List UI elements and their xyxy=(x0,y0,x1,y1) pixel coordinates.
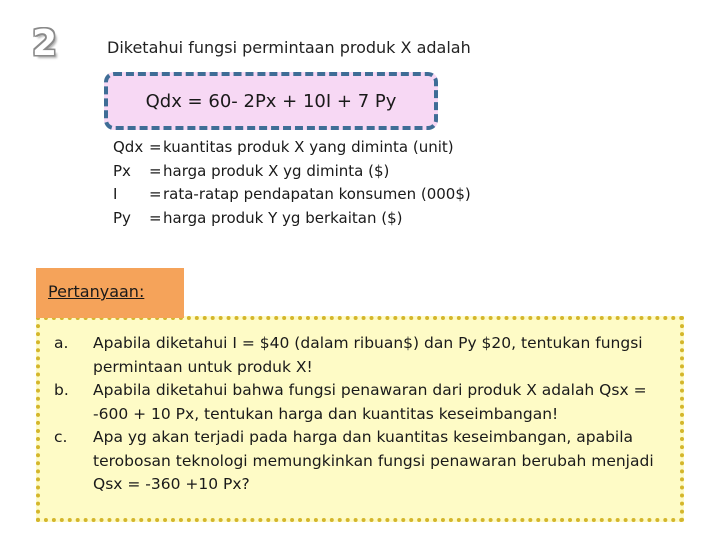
definition-row xyxy=(113,207,471,231)
question-list xyxy=(54,332,654,497)
question-item xyxy=(54,379,654,426)
definition-equals: = xyxy=(149,161,162,180)
question-marker: a. xyxy=(54,334,69,352)
question-marker: c. xyxy=(54,428,68,446)
question-text: Apabila diketahui bahwa fungsi penawaran dari produk X adalah Qsx = -600 + 10 Px, tentukan harga dan kuantitas keseimbangan! xyxy=(93,381,647,423)
definition-equals: = xyxy=(149,138,162,156)
questions-header-label: Pertanyaan: xyxy=(48,282,145,301)
definition-text: kuantitas produk X yang diminta (unit) xyxy=(163,138,454,156)
question-item xyxy=(54,332,654,379)
definition-symbol: I xyxy=(113,185,118,203)
definition-text: rata-ratap pendapatan konsumen (000$) xyxy=(163,185,471,203)
slide-number: 2 xyxy=(32,23,58,64)
variable-definitions xyxy=(113,136,471,230)
question-text: Apabila diketahui I = $40 (dalam ribuan$) dan Py $20, tentukan fungsi permintaan untuk produk X! xyxy=(93,334,643,376)
definition-equals: = xyxy=(149,185,162,203)
definition-row xyxy=(113,183,471,207)
questions-header xyxy=(36,268,184,318)
definition-symbol: Qdx xyxy=(113,138,144,156)
definition-equals: = xyxy=(149,208,162,227)
intro-text: Diketahui fungsi permintaan produk X adalah xyxy=(107,38,471,57)
definition-row xyxy=(113,160,471,184)
formula-box xyxy=(104,72,438,130)
definition-symbol: Px xyxy=(113,161,131,180)
definition-symbol: Py xyxy=(113,208,131,227)
definition-text: harga produk Y yg berkaitan ($) xyxy=(163,208,403,227)
question-marker: b. xyxy=(54,381,69,399)
demand-formula: Qdx = 60- 2Px + 10I + 7 Py xyxy=(145,90,397,112)
question-item xyxy=(54,426,654,497)
definition-row xyxy=(113,136,471,160)
question-text: Apa yg akan terjadi pada harga dan kuantitas keseimbangan, apabila terobosan teknologi memungkinkan fungsi penawaran berubah menjadi Qsx = -360 +10 Px? xyxy=(93,428,654,493)
definition-text: harga produk X yg diminta ($) xyxy=(163,161,390,180)
